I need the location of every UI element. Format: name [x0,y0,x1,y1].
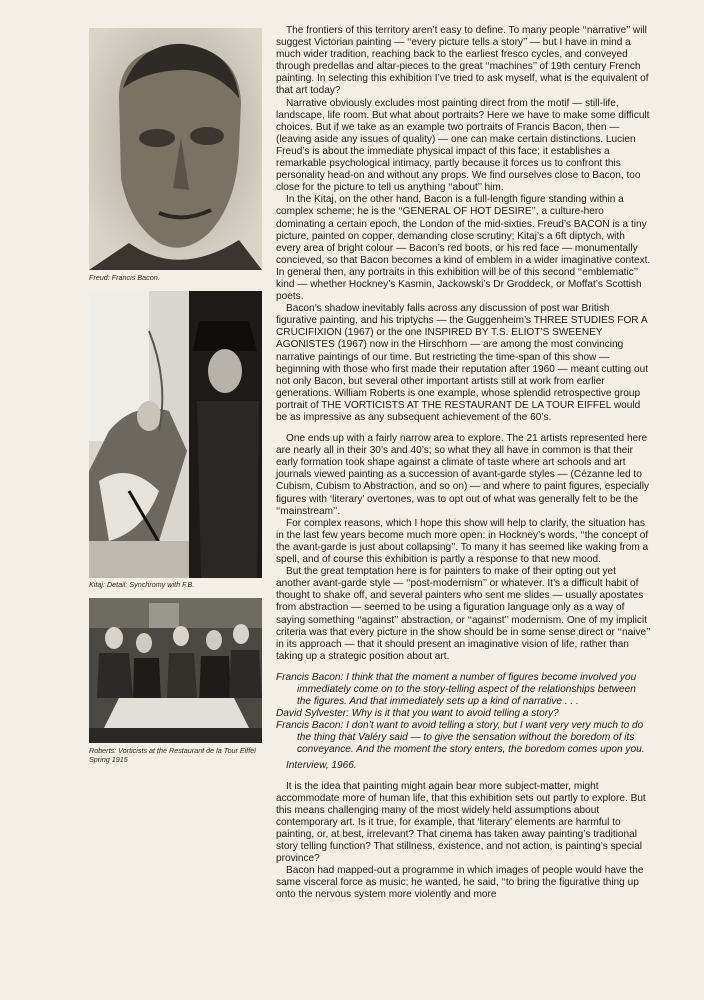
paragraph: For complex reasons, which I hope this show will help to clarify, the situation has in the last few years become much more open: in Hockney’s words, ‘‘the concept of the avant-garde is just about collapsing’’. To many it has seemed like waking from a spell, and of course this exhibition is partly a response to that new mood. [276,517,649,566]
paragraph: But the great temptation here is for painters to make of their opting out yet another avant-garde style — ‘‘post-modernism’’ or whatever. It’s a difficult habit of thought to shake off, and several painters who sent me slides — usually apostates from abstraction — seemed to be using a figuration language only as a way of saying something ‘‘against’’ abstraction, or ‘‘against’’ modernism. One of my implicit criteria was that every picture in the show should be in some sense direct or ‘‘naive’’ in its approach — that it should present an imaginative vision of life, rather than taking up a strategic position about art. [276,566,651,662]
paragraph: It is the idea that painting might again bear more subject-matter, might accommodate more of human life, that this exhibition sets out partly to explore. But this means challenging many of the most widely held assumptions about contemporary art. Is it true, for example, that ‘literary’ elements are harmful to painting, or, at best, irrelevant? That cinema has taken away painting’s traditional story telling function? That stillness, existence, and not action, is painting’s special province? [276,780,646,865]
kitaj-detail-image [89,291,262,578]
quote-line: David Sylvester: Why is it that you want to avoid telling a story? [276,708,559,720]
freud-portrait-image [89,28,262,270]
quote-line: Francis Bacon: I don’t want to avoid telling a story, but I want very very much to do the thing that Valéry said — to give the sensation without the boredom of its conveyance. And the moment the story enters, the boredom comes upon you. [276,720,645,756]
paragraph: Narrative obviously excludes most painting direct from the motif — still-life, landscape, life room. But what about portraits? Here we have to make some difficult choices. But if we take as an example two portraits of Francis Bacon, then — (leaving aside any issues of quality) — one can make certain distinctions. Lucien Freud’s is about the immediate physical impact of this face; it establishes a remarkable psychological intimacy, partly because it forces us to confront this personality head-on and without any props. We find ourselves close to Bacon, too close for the picture to tell us anything ‘‘about’’ him. [276,97,650,194]
paragraph: One ends up with a fairly narrow area to explore. The 21 artists represented here are nearly all in their 30’s and 40’s; so what they all have in common is that their early formation took shape against a climate of taste where art schools and art journals viewed painting as a succession of avant-garde styles — (Cézanne led to Cubism, Cubism to Abstraction, and so on) — and where to paint figures, especially figures with ‘literary’ overtones, was to opt out of what was generally felt to be the ‘‘mainstream’’. [276,433,650,517]
roberts-vorticists-image [89,598,262,743]
interview-quote [276,672,652,772]
freud-caption: Freud: Francis Bacon. [89,273,160,282]
paragraph: The frontiers of this territory aren’t easy to define. To many people ‘‘narrative’’ will suggest Victorian painting — ‘‘every picture tells a story’’ — but I have in mind a much wider tradition, reaching back to the earliest fresco cycles, and conveyed through predellas and altar-pieces to the great ‘‘machines’’ of 19th century French painting. In selecting this exhibition I’ve tried to ask myself, what is the equivalent of that art today? [276,25,649,97]
quote-source: Interview, 1966. [286,759,357,771]
paragraph: Bacon had mapped-out a programme in which images of people would have the same visceral force as music; he wanted, he said, ‘‘to bring the figurative thing up onto the nervous system more violently and more [276,865,644,901]
article-body [276,25,652,902]
roberts-caption-line2: Spring 1915 [89,755,128,764]
quote-line: Francis Bacon: I think that the moment a number of figures become involved you immediately come on to the story-telling aspect of the relationships between the figures. And that immediately sets up a kind of narrative . . . [276,671,637,708]
kitaj-caption: Kitaj: Detail: Synchromy with F.B. [89,580,195,589]
roberts-caption [89,746,269,764]
paragraph: Bacon’s shadow inevitably falls across any discussion of post war British figurative painting, and his triptychs — the Guggenheim’s THREE STUDIES FOR A CRUCIFIXION (1967) or the one INSPIRED BY T.S. ELIOT’S SWEENEY AGONISTES (1967) now in the Hirschhorn — are among the most convincing narrative paintings of our time. But restricting the time-span of this show — beginning with those who first made their reputation after 1960 — meant cutting out not only Bacon, but several other important artists still at work from earlier generations. William Roberts is one example, whose splendid retrospective group portrait of THE VORTICISTS AT THE RESTAURANT DE LA TOUR EIFFEL would be as impressive as any subsequent achievement of the 60’s. [276,303,649,423]
roberts-caption-line1: Roberts: Vorticists at the Restaurant de la Tour Eiffel [89,746,256,755]
paragraph: In the Kitaj, on the other hand, Bacon is a full-length figure standing within a complex scheme; he is the ‘‘GENERAL OF HOT DESIRE’’, a culture-hero dominating a certain epoch, the London of the mid-sixties. Freud’s BACON is a tiny picture, painted on copper, demanding close scrutiny; Kitaj’s a 6ft diptych, with every area of bright colour — Bacon’s red boots, or his red face — monumentally concieved, so that Bacon becomes a kind of emblem in a wider imaginative context. In general then, any portraits in this exhibition will be of this second ‘‘emblematic’’ kind — whether Hockney’s Kasmin, Jackowski’s Dr Groddeck, or Moffat’s Scottish poets. [276,194,651,303]
